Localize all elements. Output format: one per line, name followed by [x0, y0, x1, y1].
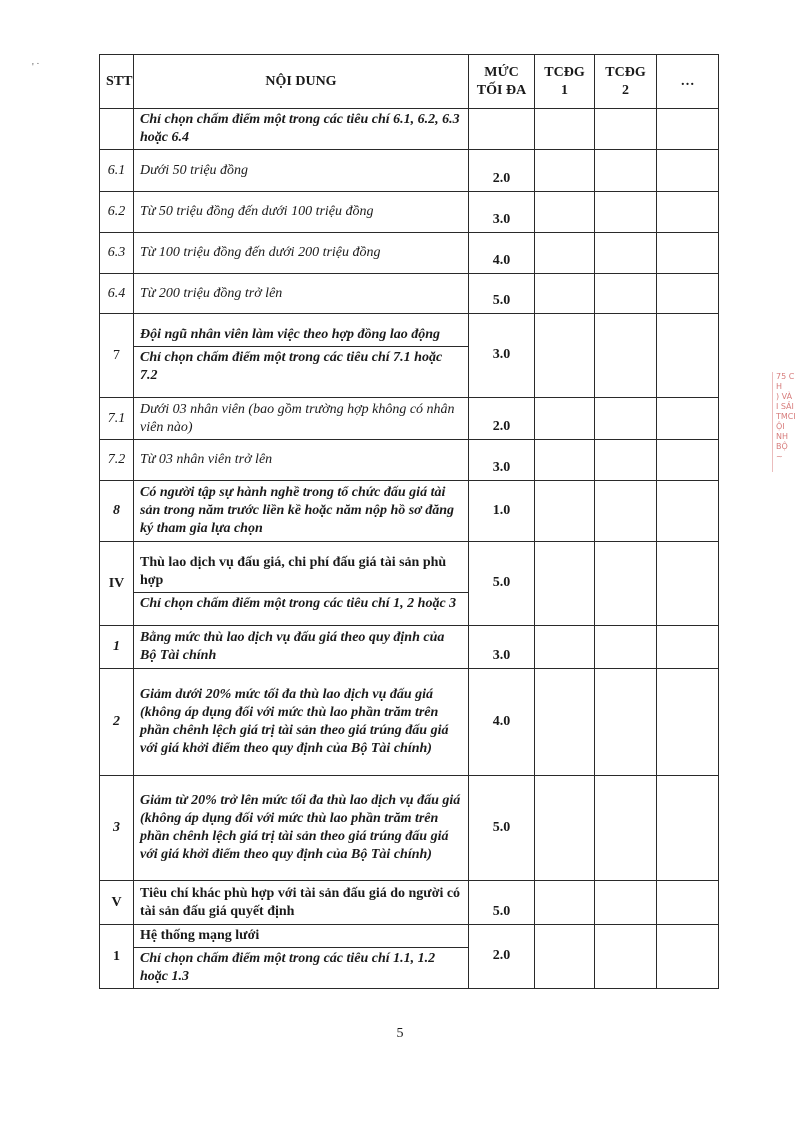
row-max: 2.0 [469, 150, 535, 192]
table-row [100, 440, 719, 481]
row-more [657, 669, 719, 776]
row-stt: 1 [100, 925, 134, 989]
row-more [657, 314, 719, 398]
row-max: 4.0 [469, 233, 535, 274]
row-stt: 7.1 [100, 398, 134, 440]
row-content: Bằng mức thù lao dịch vụ đấu giá theo quy định của Bộ Tài chính [134, 626, 469, 669]
header-tcdg-2-line1: TCĐG [605, 64, 646, 80]
row-max [469, 109, 535, 150]
row-stt: 6.2 [100, 192, 134, 233]
row-tcdg-1 [535, 776, 595, 881]
row-stt: 3 [100, 776, 134, 881]
row-more [657, 274, 719, 314]
row-content-note: Chỉ chọn chấm điểm một trong các tiêu chí 1.1, 1.2 hoặc 1.3 [140, 951, 436, 984]
row-tcdg-2 [595, 626, 657, 669]
row-more [657, 109, 719, 150]
criteria-table [99, 54, 719, 989]
row-tcdg-1 [535, 314, 595, 398]
row-content-note: Chỉ chọn chấm điểm một trong các tiêu chí 1, 2 hoặc 3 [140, 596, 457, 611]
row-stt [100, 109, 134, 150]
row-content: Từ 100 triệu đồng đến dưới 200 triệu đồng [134, 233, 469, 274]
row-tcdg-2 [595, 109, 657, 150]
row-content [134, 925, 469, 989]
row-max: 5.0 [469, 776, 535, 881]
header-max-line1: MỨC [484, 64, 519, 80]
table-row [100, 542, 719, 626]
row-content: Giảm từ 20% trở lên mức tối đa thù lao dịch vụ đấu giá (không áp dụng đối với mức thù lao phần trăm trên phần chênh lệch giá trị tài sản theo giá trúng đấu giá với giá khởi điểm theo quy định của Bộ Tài chính) [134, 776, 469, 881]
row-tcdg-1 [535, 626, 595, 669]
row-content: Có người tập sự hành nghề trong tổ chức đấu giá tài sản trong năm trước liền kề hoặc năm nộp hồ sơ đăng ký tham gia lựa chọn [134, 481, 469, 542]
row-content: Tiêu chí khác phù hợp với tài sản đấu giá do người có tài sản đấu giá quyết định [134, 881, 469, 925]
row-max: 3.0 [469, 626, 535, 669]
header-tcdg-1-line2: 1 [561, 82, 568, 98]
row-max: 3.0 [469, 192, 535, 233]
table-row [100, 481, 719, 542]
row-content: Từ 200 triệu đồng trở lên [134, 274, 469, 314]
row-tcdg-1 [535, 233, 595, 274]
row-tcdg-2 [595, 150, 657, 192]
row-more [657, 542, 719, 626]
row-tcdg-2 [595, 233, 657, 274]
row-tcdg-1 [535, 150, 595, 192]
page-number: 5 [396, 1026, 404, 1041]
row-stt: 7.2 [100, 440, 134, 481]
row-tcdg-1 [535, 542, 595, 626]
table-row [100, 925, 719, 989]
row-tcdg-1 [535, 925, 595, 989]
row-content: Dưới 03 nhân viên (bao gồm trường hợp không có nhân viên nào) [134, 398, 469, 440]
row-content: Dưới 50 triệu đồng [134, 150, 469, 192]
row-stt: 2 [100, 669, 134, 776]
header-tcdg-1-line1: TCĐG [544, 64, 585, 80]
row-more [657, 440, 719, 481]
row-tcdg-2 [595, 542, 657, 626]
row-tcdg-2 [595, 881, 657, 925]
row-stt: 6.4 [100, 274, 134, 314]
row-tcdg-2 [595, 440, 657, 481]
table-row [100, 150, 719, 192]
row-tcdg-1 [535, 440, 595, 481]
row-max: 2.0 [469, 925, 535, 989]
table-row [100, 314, 719, 398]
row-tcdg-2 [595, 669, 657, 776]
row-content [134, 542, 469, 626]
row-tcdg-2 [595, 192, 657, 233]
row-tcdg-2 [595, 274, 657, 314]
row-more [657, 192, 719, 233]
row-content-note: Chỉ chọn chấm điểm một trong các tiêu chí 7.1 hoặc 7.2 [140, 350, 443, 383]
header-more: … [657, 55, 719, 109]
row-stt: V [100, 881, 134, 925]
row-more [657, 481, 719, 542]
row-more [657, 881, 719, 925]
scan-mark: ' ˙ [32, 62, 40, 73]
header-tcdg-2 [595, 55, 657, 109]
row-max: 5.0 [469, 881, 535, 925]
row-more [657, 398, 719, 440]
row-more [657, 233, 719, 274]
table-row [100, 109, 719, 150]
row-stt: 6.3 [100, 233, 134, 274]
row-max: 3.0 [469, 440, 535, 481]
row-tcdg-1 [535, 669, 595, 776]
header-content: NỘI DUNG [134, 55, 469, 109]
header-tcdg-2-line2: 2 [622, 82, 629, 98]
row-stt: 6.1 [100, 150, 134, 192]
table-row [100, 776, 719, 881]
table-row [100, 881, 719, 925]
row-tcdg-1 [535, 109, 595, 150]
row-more [657, 150, 719, 192]
row-content-heading: Đội ngũ nhân viên làm việc theo hợp đồng lao động [134, 324, 468, 347]
row-tcdg-1 [535, 881, 595, 925]
row-max: 1.0 [469, 481, 535, 542]
row-more [657, 925, 719, 989]
row-content [134, 314, 469, 398]
table-row [100, 233, 719, 274]
row-stt: 1 [100, 626, 134, 669]
row-tcdg-1 [535, 398, 595, 440]
row-tcdg-2 [595, 776, 657, 881]
row-max: 3.0 [469, 314, 535, 398]
row-tcdg-2 [595, 481, 657, 542]
header-tcdg-1 [535, 55, 595, 109]
row-content: Từ 03 nhân viên trở lên [134, 440, 469, 481]
header-max [469, 55, 535, 109]
row-tcdg-2 [595, 314, 657, 398]
table-row [100, 626, 719, 669]
row-tcdg-2 [595, 925, 657, 989]
row-stt: 8 [100, 481, 134, 542]
row-tcdg-1 [535, 274, 595, 314]
row-tcdg-1 [535, 481, 595, 542]
row-max: 5.0 [469, 542, 535, 626]
row-content-heading: Thù lao dịch vụ đấu giá, chi phí đấu giá tài sản phù hợp [134, 552, 468, 593]
row-content: Chỉ chọn chấm điểm một trong các tiêu chí 6.1, 6.2, 6.3 hoặc 6.4 [134, 109, 469, 150]
table-row [100, 669, 719, 776]
row-stt: IV [100, 542, 134, 626]
row-tcdg-1 [535, 192, 595, 233]
row-tcdg-2 [595, 398, 657, 440]
row-max: 4.0 [469, 669, 535, 776]
table-row [100, 274, 719, 314]
header-max-line2: TỐI ĐA [476, 82, 527, 98]
row-content: Giảm dưới 20% mức tối đa thù lao dịch vụ đấu giá (không áp dụng đối với mức thù lao phần trăm trên phần chênh lệch giá trị tài sản theo giá trúng đấu giá với giá khởi điểm theo quy định của Bộ Tài chính) [134, 669, 469, 776]
row-content: Từ 50 triệu đồng đến dưới 100 triệu đồng [134, 192, 469, 233]
row-max: 5.0 [469, 274, 535, 314]
table-row [100, 192, 719, 233]
table-header-row [100, 55, 719, 109]
row-max: 2.0 [469, 398, 535, 440]
table-row [100, 398, 719, 440]
header-stt: STT [100, 55, 134, 109]
row-stt: 7 [100, 314, 134, 398]
row-more [657, 626, 719, 669]
row-more [657, 776, 719, 881]
row-content-heading: Hệ thống mạng lưới [134, 925, 468, 948]
red-seal-stamp: 75 C H ) VÀ I SẢI TMCI ỘI NH BỘ ~ [772, 372, 800, 472]
